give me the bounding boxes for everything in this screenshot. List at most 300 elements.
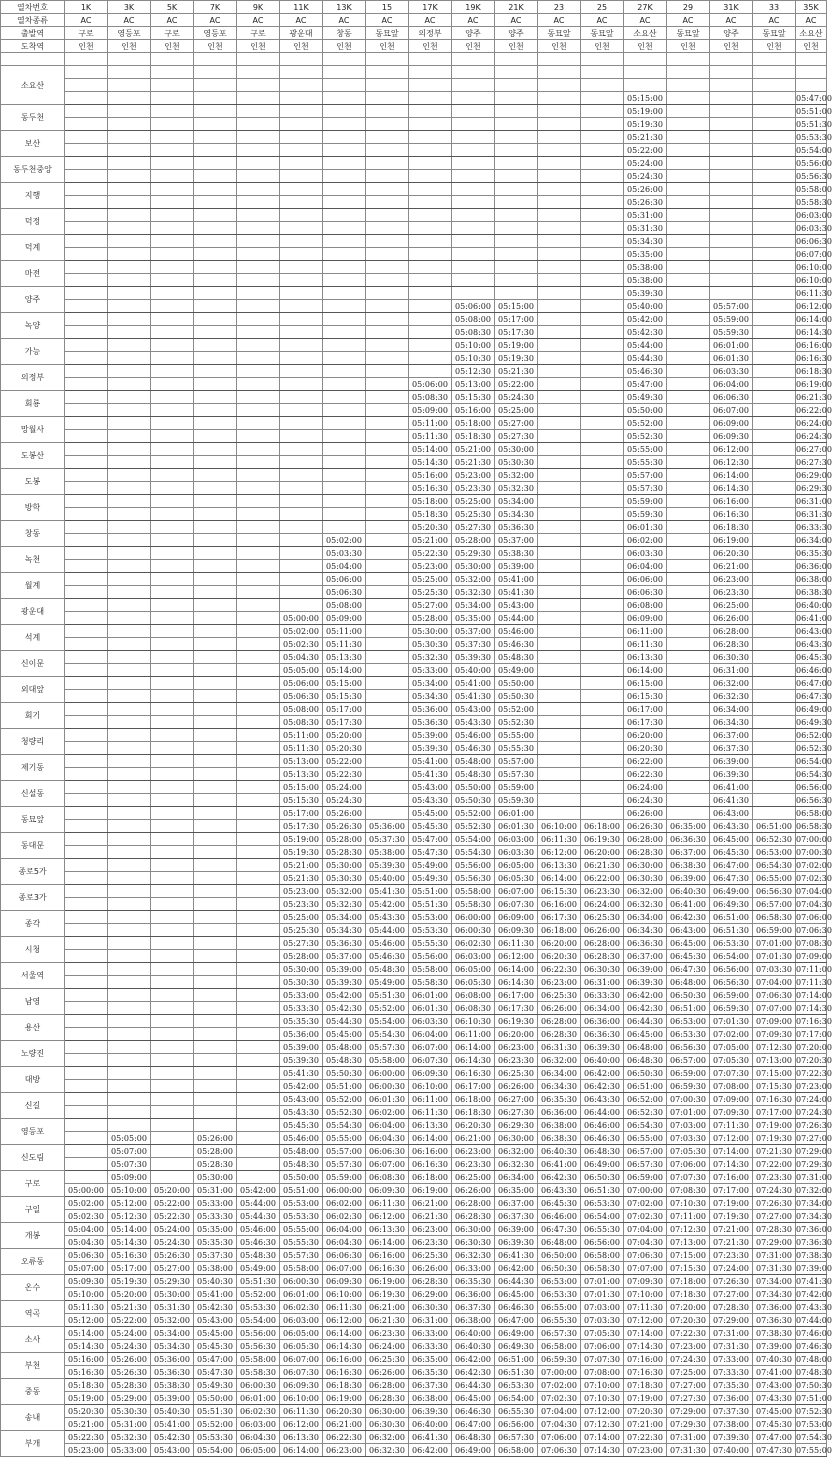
time-cell: [65, 989, 108, 1002]
time-cell: 05:43:30: [366, 911, 409, 924]
time-cell: 05:47:00: [796, 93, 832, 103]
time-cell: 06:35:30: [409, 1366, 452, 1379]
station-name: 동대문: [1, 833, 65, 859]
time-cell: [753, 547, 796, 560]
station-row: [1, 495, 827, 508]
time-cell: [65, 391, 108, 404]
time-cell: 05:30:00: [495, 443, 538, 456]
time-cell: 05:59:00: [624, 495, 667, 508]
time-cell: 07:11:30: [710, 1119, 753, 1132]
time-cell: 07:19:30: [753, 1132, 796, 1145]
time-cell: [65, 1158, 108, 1171]
time-cell: 05:28:30: [323, 846, 366, 859]
time-cell: 05:17:00: [280, 807, 323, 820]
time-cell: [538, 352, 581, 365]
time-cell: [151, 716, 194, 729]
time-cell: [237, 729, 280, 742]
time-cell: [65, 664, 108, 677]
station-row: [1, 586, 827, 599]
time-cell: 06:54:30: [796, 769, 832, 779]
time-cell: [194, 807, 237, 820]
time-cell: [237, 365, 280, 378]
time-cell: [237, 963, 280, 976]
time-cell: 05:48:00: [280, 1145, 323, 1158]
time-cell: 05:48:30: [452, 768, 495, 781]
time-cell: 07:39:00: [753, 1340, 796, 1353]
time-cell: 05:02:30: [65, 1210, 108, 1223]
time-cell: [65, 612, 108, 625]
time-cell: 05:58:30: [409, 976, 452, 989]
time-cell: 06:04:30: [237, 1431, 280, 1444]
time-cell: 06:56:00: [796, 782, 832, 792]
time-cell: [581, 157, 624, 170]
time-cell: [65, 729, 108, 742]
time-cell: 07:31:00: [796, 1172, 832, 1182]
time-cell: [323, 443, 366, 456]
time-cell: 07:14:00: [710, 1145, 753, 1158]
time-cell: [237, 976, 280, 989]
station-name: 소요산: [1, 66, 65, 105]
time-cell: 06:19:00: [796, 379, 832, 389]
time-cell: [753, 495, 796, 508]
time-cell: 06:34:00: [581, 1002, 624, 1015]
time-cell: 05:24:30: [151, 1236, 194, 1249]
time-cell: 06:16:00: [409, 1145, 452, 1158]
time-cell: [108, 404, 151, 417]
time-cell: [753, 300, 796, 313]
time-cell: 07:00:00: [538, 1366, 581, 1379]
time-cell: 05:28:00: [194, 1145, 237, 1158]
time-cell: 07:14:30: [581, 1444, 624, 1457]
time-cell: 06:46:00: [796, 665, 832, 675]
time-cell: [366, 352, 409, 365]
time-cell: 07:44:00: [796, 1315, 832, 1325]
time-cell: 07:14:00: [581, 1431, 624, 1444]
time-cell: [237, 586, 280, 599]
time-cell: 05:27:30: [280, 937, 323, 950]
time-cell: 07:33:30: [710, 1366, 753, 1379]
time-cell: [108, 144, 151, 157]
time-cell: 05:32:00: [151, 1314, 194, 1327]
time-cell: [323, 456, 366, 469]
time-cell: 05:09:00: [108, 1171, 151, 1184]
time-cell: 05:48:00: [323, 1041, 366, 1054]
time-cell: [581, 404, 624, 417]
station-name: 소사: [1, 1327, 65, 1353]
time-cell: 07:07:00: [753, 1002, 796, 1015]
time-cell: [151, 456, 194, 469]
station-row: [1, 66, 827, 79]
time-cell: [151, 66, 194, 79]
time-cell: 06:04:00: [624, 560, 667, 573]
time-cell: [366, 326, 409, 339]
time-cell: [237, 66, 280, 79]
time-cell: 05:18:00: [409, 495, 452, 508]
station-name: 종로3가: [1, 885, 65, 911]
time-cell: [65, 560, 108, 573]
time-cell: 07:27:30: [667, 1392, 710, 1405]
time-cell: [323, 482, 366, 495]
time-cell: 06:24:00: [366, 1340, 409, 1353]
time-cell: [581, 378, 624, 391]
time-cell: [624, 79, 667, 92]
time-cell: [366, 625, 409, 638]
time-cell: 07:19:00: [624, 1392, 667, 1405]
time-cell: 05:56:00: [237, 1327, 280, 1340]
time-cell: 07:02:30: [538, 1392, 581, 1405]
time-cell: [366, 495, 409, 508]
time-cell: [667, 495, 710, 508]
time-cell: 05:05:00: [280, 664, 323, 677]
time-cell: 06:30:30: [710, 651, 753, 664]
time-cell: 05:52:00: [624, 417, 667, 430]
train-no: 5K: [151, 1, 194, 14]
time-cell: [753, 612, 796, 625]
time-cell: 07:13:00: [667, 1236, 710, 1249]
time-cell: [65, 690, 108, 703]
time-cell: [710, 144, 753, 157]
time-cell: 06:20:30: [323, 1405, 366, 1418]
time-cell: 05:44:00: [495, 612, 538, 625]
time-cell: [237, 417, 280, 430]
time-cell: 05:27:00: [495, 417, 538, 430]
time-cell: [581, 716, 624, 729]
time-cell: 06:32:30: [710, 690, 753, 703]
time-cell: 07:06:30: [624, 1249, 667, 1262]
time-cell: [753, 131, 796, 144]
time-cell: [65, 573, 108, 586]
time-cell: 05:59:30: [710, 326, 753, 339]
time-cell: [151, 1002, 194, 1015]
time-cell: [151, 625, 194, 638]
time-cell: 05:31:30: [624, 222, 667, 235]
time-cell: 07:11:00: [796, 964, 832, 974]
time-cell: [237, 521, 280, 534]
time-cell: 07:16:30: [753, 1093, 796, 1106]
time-cell: 05:13:00: [280, 755, 323, 768]
station-row: [1, 157, 827, 170]
time-cell: [108, 781, 151, 794]
time-cell: [151, 508, 194, 521]
time-cell: [280, 118, 323, 131]
time-cell: [108, 885, 151, 898]
time-cell: 06:55:00: [753, 872, 796, 885]
time-cell: 05:44:30: [323, 1015, 366, 1028]
time-cell: [108, 768, 151, 781]
time-cell: [237, 105, 280, 118]
time-cell: 05:53:30: [409, 924, 452, 937]
time-cell: 05:41:00: [151, 1418, 194, 1431]
time-cell: 05:21:30: [624, 131, 667, 144]
time-cell: [581, 352, 624, 365]
station-name: 온수: [1, 1275, 65, 1301]
time-cell: [237, 898, 280, 911]
time-cell: [280, 66, 323, 79]
station-row: [1, 1392, 827, 1405]
time-cell: [65, 716, 108, 729]
time-cell: 07:53:00: [796, 1419, 832, 1429]
time-cell: [667, 326, 710, 339]
station-row: [1, 573, 827, 586]
time-cell: [108, 729, 151, 742]
time-cell: 06:39:30: [409, 1405, 452, 1418]
time-cell: 06:45:30: [538, 1197, 581, 1210]
time-cell: [237, 79, 280, 92]
time-cell: [452, 235, 495, 248]
time-cell: [538, 690, 581, 703]
time-cell: 06:52:30: [796, 743, 832, 753]
time-cell: [108, 495, 151, 508]
time-cell: [194, 586, 237, 599]
time-cell: 06:00:30: [366, 1080, 409, 1093]
time-cell: 05:30:00: [194, 1171, 237, 1184]
time-cell: [366, 222, 409, 235]
time-cell: 06:12:00: [366, 1210, 409, 1223]
time-cell: [65, 1015, 108, 1028]
time-cell: [194, 495, 237, 508]
time-cell: [667, 157, 710, 170]
station-row: [1, 183, 827, 196]
time-cell: [710, 157, 753, 170]
time-cell: 05:23:00: [452, 469, 495, 482]
train-dest: 인천: [65, 40, 108, 53]
time-cell: [65, 586, 108, 599]
time-cell: [237, 742, 280, 755]
time-cell: 07:50:30: [796, 1380, 832, 1390]
time-cell: [194, 1041, 237, 1054]
time-cell: 07:31:30: [667, 1444, 710, 1457]
time-cell: [65, 469, 108, 482]
time-cell: 07:24:00: [710, 1262, 753, 1275]
time-cell: [65, 326, 108, 339]
time-cell: 07:12:30: [753, 1041, 796, 1054]
station-row: [1, 924, 827, 937]
time-cell: 07:27:00: [796, 1133, 832, 1143]
time-cell: 06:07:00: [409, 1041, 452, 1054]
time-cell: 07:07:30: [581, 1353, 624, 1366]
time-cell: 05:37:00: [323, 950, 366, 963]
time-cell: [753, 170, 796, 183]
time-cell: 06:13:30: [624, 651, 667, 664]
time-cell: 07:23:00: [667, 1340, 710, 1353]
time-cell: [108, 443, 151, 456]
time-cell: [151, 482, 194, 495]
time-cell: [581, 417, 624, 430]
time-cell: [495, 248, 538, 261]
time-cell: 06:40:00: [409, 1418, 452, 1431]
time-cell: 06:58:30: [796, 821, 832, 831]
time-cell: 05:36:00: [280, 1028, 323, 1041]
time-cell: 06:47:00: [452, 1418, 495, 1431]
time-cell: 06:35:00: [495, 1184, 538, 1197]
train-origin: 동묘앞: [538, 27, 581, 40]
time-cell: [409, 170, 452, 183]
time-cell: [667, 79, 710, 92]
time-cell: 06:42:30: [452, 1366, 495, 1379]
time-cell: 05:18:30: [409, 508, 452, 521]
time-cell: 05:30:00: [409, 625, 452, 638]
time-cell: [151, 898, 194, 911]
time-cell: 06:31:00: [796, 496, 832, 506]
time-cell: 06:14:00: [796, 314, 832, 324]
time-cell: [194, 131, 237, 144]
time-cell: 05:27:00: [151, 1262, 194, 1275]
time-cell: 07:18:30: [624, 1379, 667, 1392]
time-cell: [237, 118, 280, 131]
time-cell: [151, 248, 194, 261]
time-cell: 06:35:30: [452, 1275, 495, 1288]
time-cell: 05:24:00: [624, 157, 667, 170]
time-cell: 05:38:30: [151, 1379, 194, 1392]
time-cell: [581, 703, 624, 716]
time-cell: 07:31:00: [667, 1431, 710, 1444]
time-cell: 07:08:30: [796, 938, 832, 948]
time-cell: 07:18:00: [667, 1275, 710, 1288]
time-cell: 07:21:30: [753, 1145, 796, 1158]
time-cell: [65, 963, 108, 976]
train-origin: 소요산: [796, 27, 827, 40]
time-cell: 07:14:30: [710, 1158, 753, 1171]
time-cell: 05:13:00: [452, 378, 495, 391]
time-cell: 05:52:30: [495, 716, 538, 729]
time-cell: 06:39:00: [624, 963, 667, 976]
time-cell: 05:02:00: [323, 534, 366, 547]
time-cell: 06:26:00: [452, 1184, 495, 1197]
train-origin: 창동: [323, 27, 366, 40]
time-cell: 07:04:30: [624, 1236, 667, 1249]
time-cell: 05:57:30: [323, 1158, 366, 1171]
time-cell: 05:47:00: [194, 1353, 237, 1366]
time-cell: 06:02:30: [452, 937, 495, 950]
time-cell: 06:28:00: [538, 1015, 581, 1028]
time-cell: [237, 612, 280, 625]
time-cell: [323, 378, 366, 391]
time-cell: 07:16:00: [710, 1171, 753, 1184]
time-cell: 06:25:30: [581, 911, 624, 924]
time-cell: [65, 287, 108, 300]
time-cell: 06:48:30: [581, 1145, 624, 1158]
station-name: 종각: [1, 911, 65, 937]
station-row: [1, 196, 827, 209]
time-cell: 05:22:00: [108, 1314, 151, 1327]
time-cell: [366, 677, 409, 690]
time-cell: 06:17:30: [624, 716, 667, 729]
station-name: 영등포: [1, 1119, 65, 1145]
time-cell: 07:48:30: [796, 1367, 832, 1377]
time-cell: [151, 495, 194, 508]
time-cell: 05:56:00: [409, 950, 452, 963]
time-cell: 05:34:00: [323, 911, 366, 924]
time-cell: 06:38:00: [409, 1392, 452, 1405]
station-name: 석계: [1, 625, 65, 651]
time-cell: [237, 1002, 280, 1015]
time-cell: 05:46:30: [237, 1236, 280, 1249]
time-cell: [538, 495, 581, 508]
time-cell: 05:46:00: [495, 625, 538, 638]
time-cell: [667, 66, 710, 79]
time-cell: [151, 313, 194, 326]
time-cell: [753, 521, 796, 534]
time-cell: 05:15:30: [323, 690, 366, 703]
time-cell: 05:45:30: [194, 1340, 237, 1353]
time-cell: [366, 287, 409, 300]
time-cell: [495, 222, 538, 235]
time-cell: 06:12:00: [538, 846, 581, 859]
time-cell: [280, 183, 323, 196]
time-cell: 05:21:00: [409, 534, 452, 547]
time-cell: 05:35:30: [280, 1015, 323, 1028]
station-row: [1, 1171, 827, 1184]
time-cell: [366, 534, 409, 547]
time-cell: [323, 92, 366, 105]
blank-cell: [710, 53, 753, 66]
time-cell: [237, 703, 280, 716]
time-cell: 05:52:30: [452, 820, 495, 833]
time-cell: 05:26:30: [624, 196, 667, 209]
time-cell: [194, 417, 237, 430]
time-cell: 06:06:30: [366, 1145, 409, 1158]
time-cell: 06:57:00: [667, 1054, 710, 1067]
time-cell: 06:18:30: [710, 521, 753, 534]
time-cell: 05:33:00: [280, 989, 323, 1002]
time-cell: [366, 443, 409, 456]
time-cell: [237, 1145, 280, 1158]
time-cell: 06:53:00: [667, 1015, 710, 1028]
time-cell: 06:23:00: [323, 1444, 366, 1457]
time-cell: 07:34:30: [796, 1211, 832, 1221]
time-cell: 05:16:00: [409, 469, 452, 482]
time-cell: 06:07:30: [495, 898, 538, 911]
time-cell: [108, 599, 151, 612]
time-cell: 06:59:30: [538, 1353, 581, 1366]
time-cell: 05:26:30: [108, 1366, 151, 1379]
time-cell: 05:37:30: [452, 638, 495, 651]
time-cell: [65, 365, 108, 378]
time-cell: [280, 79, 323, 92]
time-cell: [108, 924, 151, 937]
time-cell: 06:42:30: [538, 1171, 581, 1184]
station-name: 도봉산: [1, 443, 65, 469]
time-cell: [280, 534, 323, 547]
time-cell: 06:23:00: [452, 1145, 495, 1158]
time-cell: 05:40:00: [624, 300, 667, 313]
time-cell: [366, 157, 409, 170]
time-cell: 05:25:30: [452, 508, 495, 521]
time-cell: 06:17:30: [495, 1002, 538, 1015]
time-cell: [538, 183, 581, 196]
time-cell: [581, 495, 624, 508]
time-cell: 06:11:30: [538, 833, 581, 846]
time-cell: 05:11:30: [65, 1301, 108, 1314]
time-cell: [194, 183, 237, 196]
time-cell: 05:06:00: [280, 677, 323, 690]
time-cell: [409, 105, 452, 118]
time-cell: 06:12:00: [323, 1314, 366, 1327]
time-cell: [65, 313, 108, 326]
time-cell: 06:17:00: [495, 989, 538, 1002]
time-cell: 06:35:00: [409, 1353, 452, 1366]
time-cell: 06:07:00: [280, 1353, 323, 1366]
time-cell: 05:49:00: [366, 976, 409, 989]
time-cell: 05:32:30: [452, 586, 495, 599]
time-cell: [108, 833, 151, 846]
time-cell: [323, 196, 366, 209]
time-cell: 05:05:00: [108, 1132, 151, 1145]
time-cell: 05:57:00: [323, 1145, 366, 1158]
time-cell: [538, 79, 581, 92]
time-cell: 05:48:30: [237, 1249, 280, 1262]
time-cell: [237, 677, 280, 690]
